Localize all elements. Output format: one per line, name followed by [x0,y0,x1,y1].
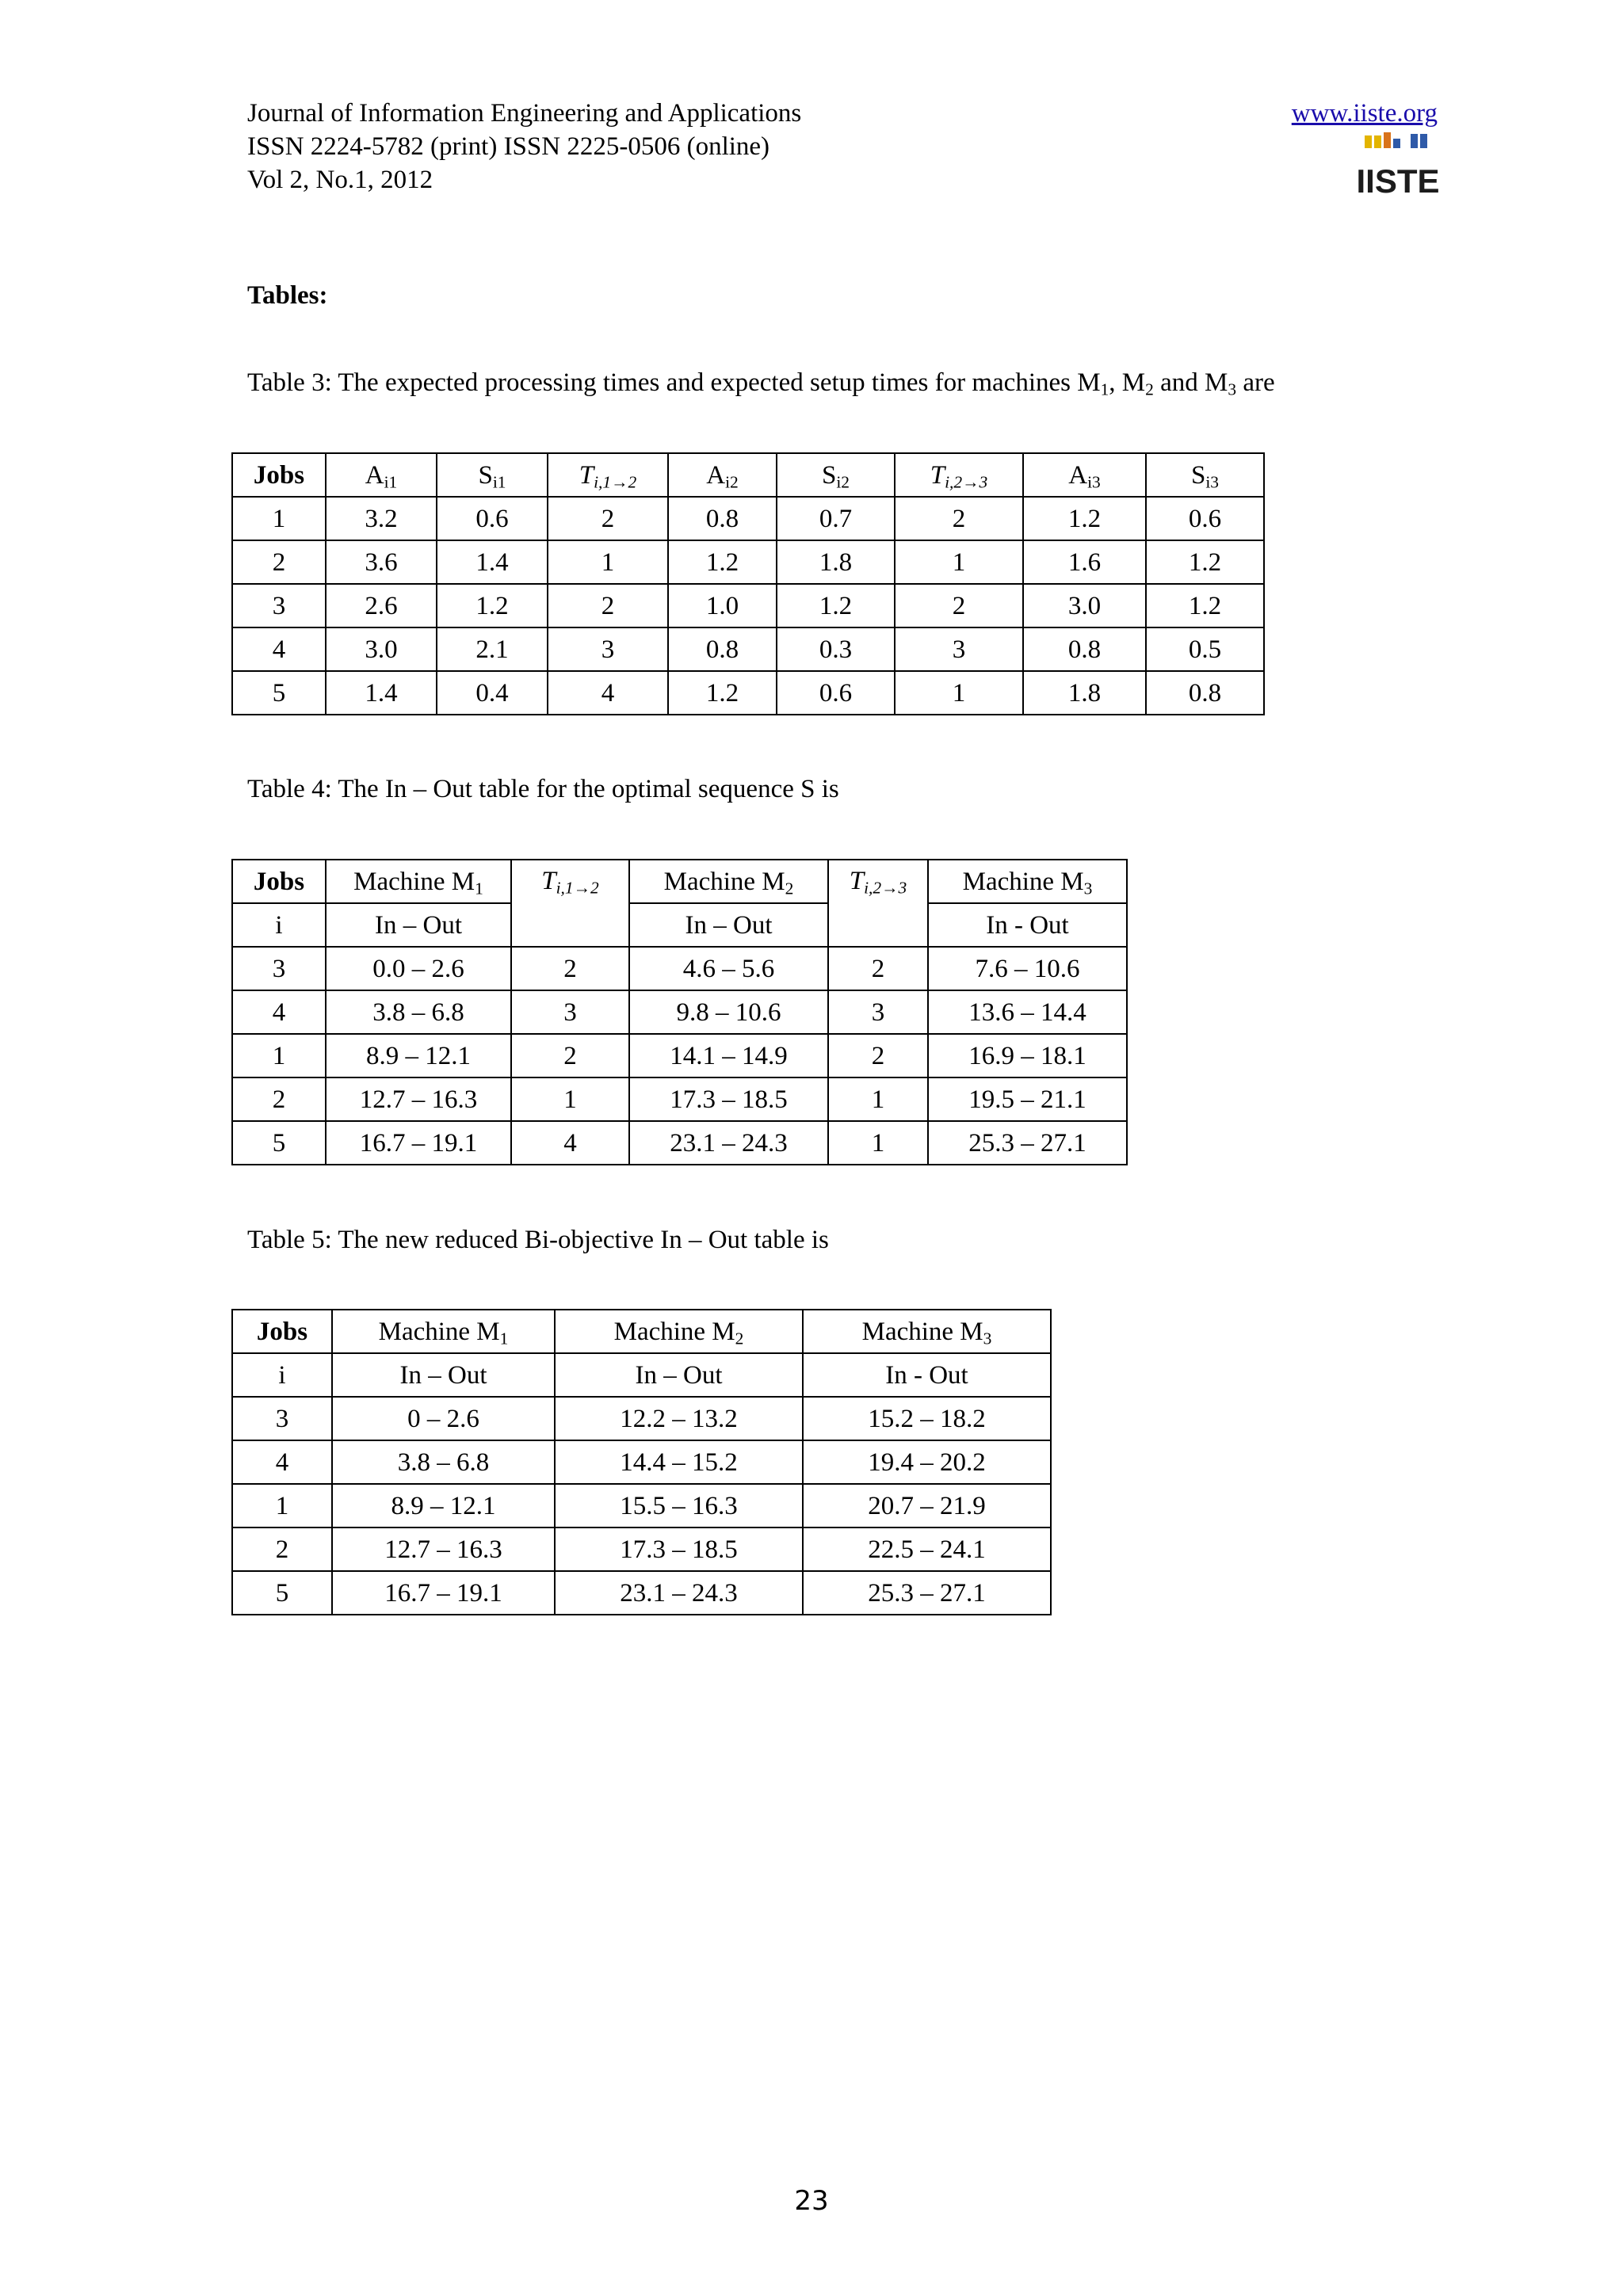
col-header-a-i3: $A_{i3}$ [1023,453,1146,497]
table4-caption: Table 4: The In – Out table for the optimal sequence S is [247,775,839,803]
table-row [232,1077,1127,1121]
table3-processing-times [231,452,1265,715]
table-cell: 0.4 [437,671,548,715]
table-cell: 1.2 [1023,497,1146,540]
table-cell: 2 [548,497,668,540]
table-row [232,1571,1051,1615]
table-cell: 2 [232,1077,326,1121]
col-subheader-in-out-m2: In – Out [555,1353,803,1397]
table-cell: 1 [895,671,1023,715]
table-cell: 12.7 – 16.3 [326,1077,511,1121]
col-subheader-in-out-m2: In – Out [629,903,828,947]
journal-title: Journal of Information Engineering and Applications [247,99,802,128]
table-cell: 2 [511,1034,629,1077]
table-cell: 12.7 – 16.3 [332,1527,555,1571]
table-cell: 1 [828,1121,928,1165]
table-cell: 2 [828,947,928,990]
table-cell: 19.5 – 21.1 [928,1077,1127,1121]
table-row [232,584,1264,627]
table-cell: 4 [232,627,326,671]
table-row [232,540,1264,584]
col-header-machine-m2: Machine $M_2$ [629,860,828,903]
table-cell: 5 [232,1121,326,1165]
table-row [232,1121,1127,1165]
table-cell: 16.7 – 19.1 [326,1121,511,1165]
table-cell: 14.1 – 14.9 [629,1034,828,1077]
table-cell: 3.8 – 6.8 [326,990,511,1034]
table-row [232,1397,1051,1440]
table-cell: 2 [511,947,629,990]
table-cell: 16.7 – 19.1 [332,1571,555,1615]
table-cell: 1.4 [326,671,437,715]
table-cell: 8.9 – 12.1 [326,1034,511,1077]
table-cell: 25.3 – 27.1 [803,1571,1051,1615]
table-cell: 1 [232,1484,332,1527]
table-cell: 3.0 [1023,584,1146,627]
table-cell: 0.8 [668,497,777,540]
section-title: Tables: [247,281,328,310]
table-cell: 25.3 – 27.1 [928,1121,1127,1165]
table-row [232,671,1264,715]
table-cell: 1.8 [1023,671,1146,715]
table-cell: 2 [828,1034,928,1077]
col-header-s-i2: $S_{i2}$ [777,453,895,497]
table-cell: 15.5 – 16.3 [555,1484,803,1527]
col-subheader-i: i [232,903,326,947]
col-header-machine-m1: Machine $M_1$ [326,860,511,903]
table5-reduced-in-out [231,1309,1052,1615]
table-cell: 2 [548,584,668,627]
table-cell: 3 [232,947,326,990]
table-cell: 1.0 [668,584,777,627]
table-cell: 7.6 – 10.6 [928,947,1127,990]
table-cell: 0.6 [437,497,548,540]
col-header-a-i1: $A_{i1}$ [326,453,437,497]
table-cell: 22.5 – 24.1 [803,1527,1051,1571]
col-header-jobs: Jobs [232,860,326,903]
table-cell: 0.3 [777,627,895,671]
table-cell: 1.2 [1146,584,1264,627]
col-subheader-in-out-m1: In – Out [326,903,511,947]
journal-url-link[interactable]: www.iiste.org [1291,99,1438,128]
col-header-jobs: Jobs [232,453,326,497]
table-cell: 1 [895,540,1023,584]
table-cell: 4 [232,990,326,1034]
table-cell: 3 [548,627,668,671]
table-cell: 1 [828,1077,928,1121]
table-cell: 17.3 – 18.5 [555,1527,803,1571]
table-cell: 1.8 [777,540,895,584]
table-cell: 1 [232,497,326,540]
col-header-transport-2-3: $T_{i,2\to 3}$ [895,453,1023,497]
table-cell: 0.6 [1146,497,1264,540]
page-number: 23 [794,2185,829,2217]
table-cell: 1 [548,540,668,584]
table-cell: 1.4 [437,540,548,584]
table-cell: 2 [232,1527,332,1571]
table-cell: 5 [232,1571,332,1615]
table-cell: 12.2 – 13.2 [555,1397,803,1440]
table-cell: 23.1 – 24.3 [629,1121,828,1165]
table-cell: 9.8 – 10.6 [629,990,828,1034]
table-row [232,627,1264,671]
table-cell: 4.6 – 5.6 [629,947,828,990]
table-cell: 4 [232,1440,332,1484]
table-cell: 19.4 – 20.2 [803,1440,1051,1484]
table-cell: 3 [895,627,1023,671]
table-cell: 0.0 – 2.6 [326,947,511,990]
col-header-transport-2-3: $T_{i,2\to 3}$ [828,860,928,947]
table-cell: 8.9 – 12.1 [332,1484,555,1527]
table-cell: 5 [232,671,326,715]
table3-caption: Table 3: The expected processing times and expected setup times for machines $M_1$, $M_2$ and $M_3$ are [247,368,1275,399]
table-cell: 23.1 – 24.3 [555,1571,803,1615]
col-subheader-in-out-m3: In - Out [803,1353,1051,1397]
table4-in-out [231,859,1128,1165]
table-row [232,497,1264,540]
table-row [232,1527,1051,1571]
table-cell: 14.4 – 15.2 [555,1440,803,1484]
table-cell: 1.2 [437,584,548,627]
table-cell: 0 – 2.6 [332,1397,555,1440]
table-row [232,1484,1051,1527]
table-cell: 0.7 [777,497,895,540]
col-header-s-i1: $S_{i1}$ [437,453,548,497]
table-cell: 3.6 [326,540,437,584]
col-header-a-i2: $A_{i2}$ [668,453,777,497]
table-cell: 0.8 [1023,627,1146,671]
journal-issn: ISSN 2224-5782 (print) ISSN 2225-0506 (online) [247,132,770,161]
table-row [232,1034,1127,1077]
table5-caption: Table 5: The new reduced Bi-objective In – Out table is [247,1226,829,1254]
journal-volume: Vol 2, No.1, 2012 [247,166,433,194]
table-cell: 1 [511,1077,629,1121]
logo-wordmark: IISTE [1356,162,1440,200]
table-cell: 1.2 [777,584,895,627]
col-header-machine-m3: Machine $M_3$ [928,860,1127,903]
table-cell: 3 [232,584,326,627]
table-cell: 15.2 – 18.2 [803,1397,1051,1440]
table-cell: 0.8 [1146,671,1264,715]
col-header-machine-m2: Machine $M_2$ [555,1310,803,1353]
iiste-logo-icon [1356,131,1440,200]
table-cell: 2.6 [326,584,437,627]
col-header-machine-m1: Machine $M_1$ [332,1310,555,1353]
table-row [232,947,1127,990]
table-cell: 0.5 [1146,627,1264,671]
col-header-transport-1-2: $T_{i,1\to 2}$ [511,860,629,947]
table-cell: 13.6 – 14.4 [928,990,1127,1034]
table-cell: 17.3 – 18.5 [629,1077,828,1121]
table-cell: 16.9 – 18.1 [928,1034,1127,1077]
table-cell: 2 [895,584,1023,627]
table-row [232,1440,1051,1484]
table-cell: 4 [548,671,668,715]
col-subheader-in-out-m1: In – Out [332,1353,555,1397]
table-cell: 2.1 [437,627,548,671]
col-subheader-i: i [232,1353,332,1397]
table-cell: 0.8 [668,627,777,671]
table-cell: 20.7 – 21.9 [803,1484,1051,1527]
col-header-machine-m3: Machine $M_3$ [803,1310,1051,1353]
table-cell: 3.8 – 6.8 [332,1440,555,1484]
col-subheader-in-out-m3: In - Out [928,903,1127,947]
col-header-jobs: Jobs [232,1310,332,1353]
table-cell: 3 [232,1397,332,1440]
table-cell: 3.0 [326,627,437,671]
table-cell: 1 [232,1034,326,1077]
table-cell: 3.2 [326,497,437,540]
table-cell: 3 [828,990,928,1034]
table-cell: 4 [511,1121,629,1165]
table-cell: 2 [895,497,1023,540]
table-cell: 1.2 [1146,540,1264,584]
col-header-s-i3: $S_{i3}$ [1146,453,1264,497]
table-cell: 3 [511,990,629,1034]
table-cell: 1.2 [668,671,777,715]
table-cell: 1.6 [1023,540,1146,584]
table-row [232,990,1127,1034]
table-cell: 0.6 [777,671,895,715]
table-cell: 2 [232,540,326,584]
col-header-transport-1-2: $T_{i,1\to 2}$ [548,453,668,497]
table-cell: 1.2 [668,540,777,584]
